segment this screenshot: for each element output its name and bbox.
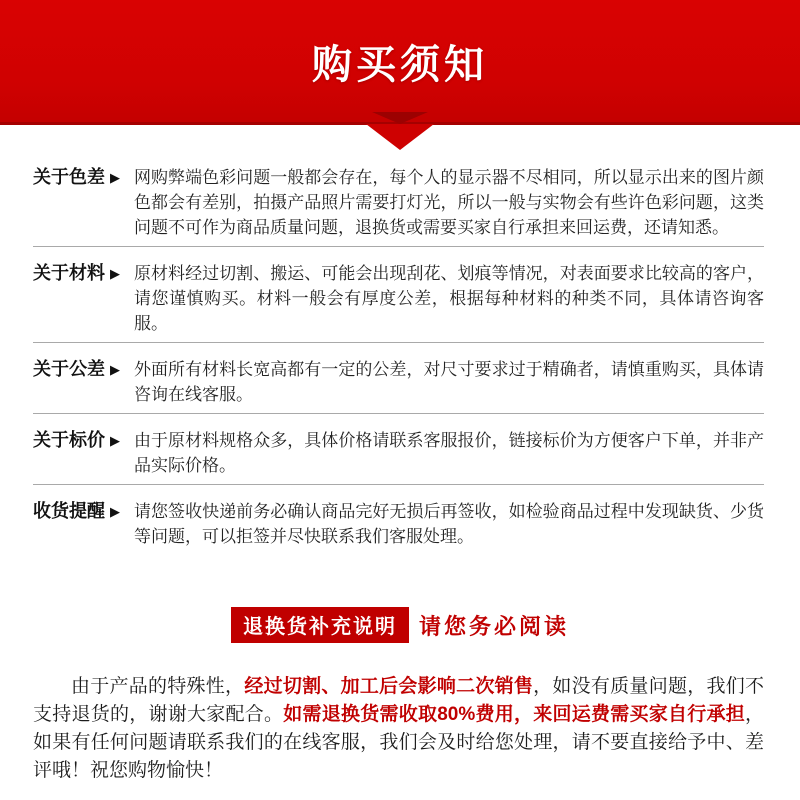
supplement-paragraph [33,673,764,785]
section-label [33,261,134,286]
supplement-badge: 退换货补充说明 [231,607,409,643]
divider [33,246,764,247]
arrow-right-icon: ▶ [110,504,120,519]
section-material [33,261,764,336]
supplement-headline [0,607,800,643]
divider [33,484,764,485]
banner-pointer-triangle [366,124,434,150]
section-label [33,357,134,382]
section-label [33,428,134,453]
banner-pointer-notch [372,112,428,124]
paragraph-segment-emphasis: 如需退换货需收取80%费用，来回运费需买家自行承担 [283,704,745,725]
section-color-difference [33,165,764,240]
supplement-read-label: 请您务必阅读 [418,613,569,639]
section-label-text: 收货提醒 [33,501,105,521]
section-pricing [33,428,764,478]
section-label-text: 关于标价 [33,430,105,450]
page-title: 购买须知 [312,42,488,87]
paragraph-segment: ，如果有任何问题请联系我们的在线客服，我们会及时给您处理，请不要直接给予中、差评哦！祝您购物愉快！ [33,704,764,781]
section-text: 请您签收快递前务必确认商品完好无损后再签收，如检验商品过程中发现缺货、少货等问题，可以拒签并尽快联系我们客服处理。 [134,502,764,546]
divider [33,342,764,343]
section-text: 原材料经过切割、搬运、可能会出现刮花、划痕等情况，对表面要求比较高的客户，请您谨慎购买。材料一般会有厚度公差，根据每种材料的种类不同，具体请咨询客服。 [134,264,764,333]
arrow-right-icon: ▶ [110,433,120,448]
section-label-text: 关于色差 [33,167,105,187]
arrow-right-icon: ▶ [110,362,120,377]
arrow-right-icon: ▶ [110,266,120,281]
divider [33,413,764,414]
section-label-text: 关于材料 [33,263,105,283]
arrow-right-icon: ▶ [110,170,120,185]
section-tolerance [33,357,764,407]
section-label [33,499,134,524]
section-label [33,165,134,190]
section-label-text: 关于公差 [33,359,105,379]
paragraph-segment: 由于产品的特殊性， [71,676,245,697]
section-delivery-reminder [33,499,764,549]
paragraph-segment: ，如没有质量问题，我们不支持退货的，谢谢大家配合。 [33,676,764,725]
section-text: 网购弊端色彩问题一般都会存在，每个人的显示器不尽相同，所以显示出来的图片颜色都会有差别，拍摄产品照片需要打灯光，所以一般与实物会有些许色彩问题，这类问题不可作为商品质量问题，退换货或需要买家自行承担来回运费，还请知悉。 [134,168,764,237]
section-text: 外面所有材料长宽高都有一定的公差，对尺寸要求过于精确者，请慎重购买，具体请咨询在线客服。 [134,360,764,404]
notice-sections [33,165,764,549]
paragraph-segment-emphasis: 经过切割、加工后会影响二次销售 [244,676,534,697]
section-text: 由于原材料规格众多，具体价格请联系客服报价，链接标价为方便客户下单，并非产品实际价格。 [134,431,764,475]
purchase-notice-banner [0,0,800,125]
